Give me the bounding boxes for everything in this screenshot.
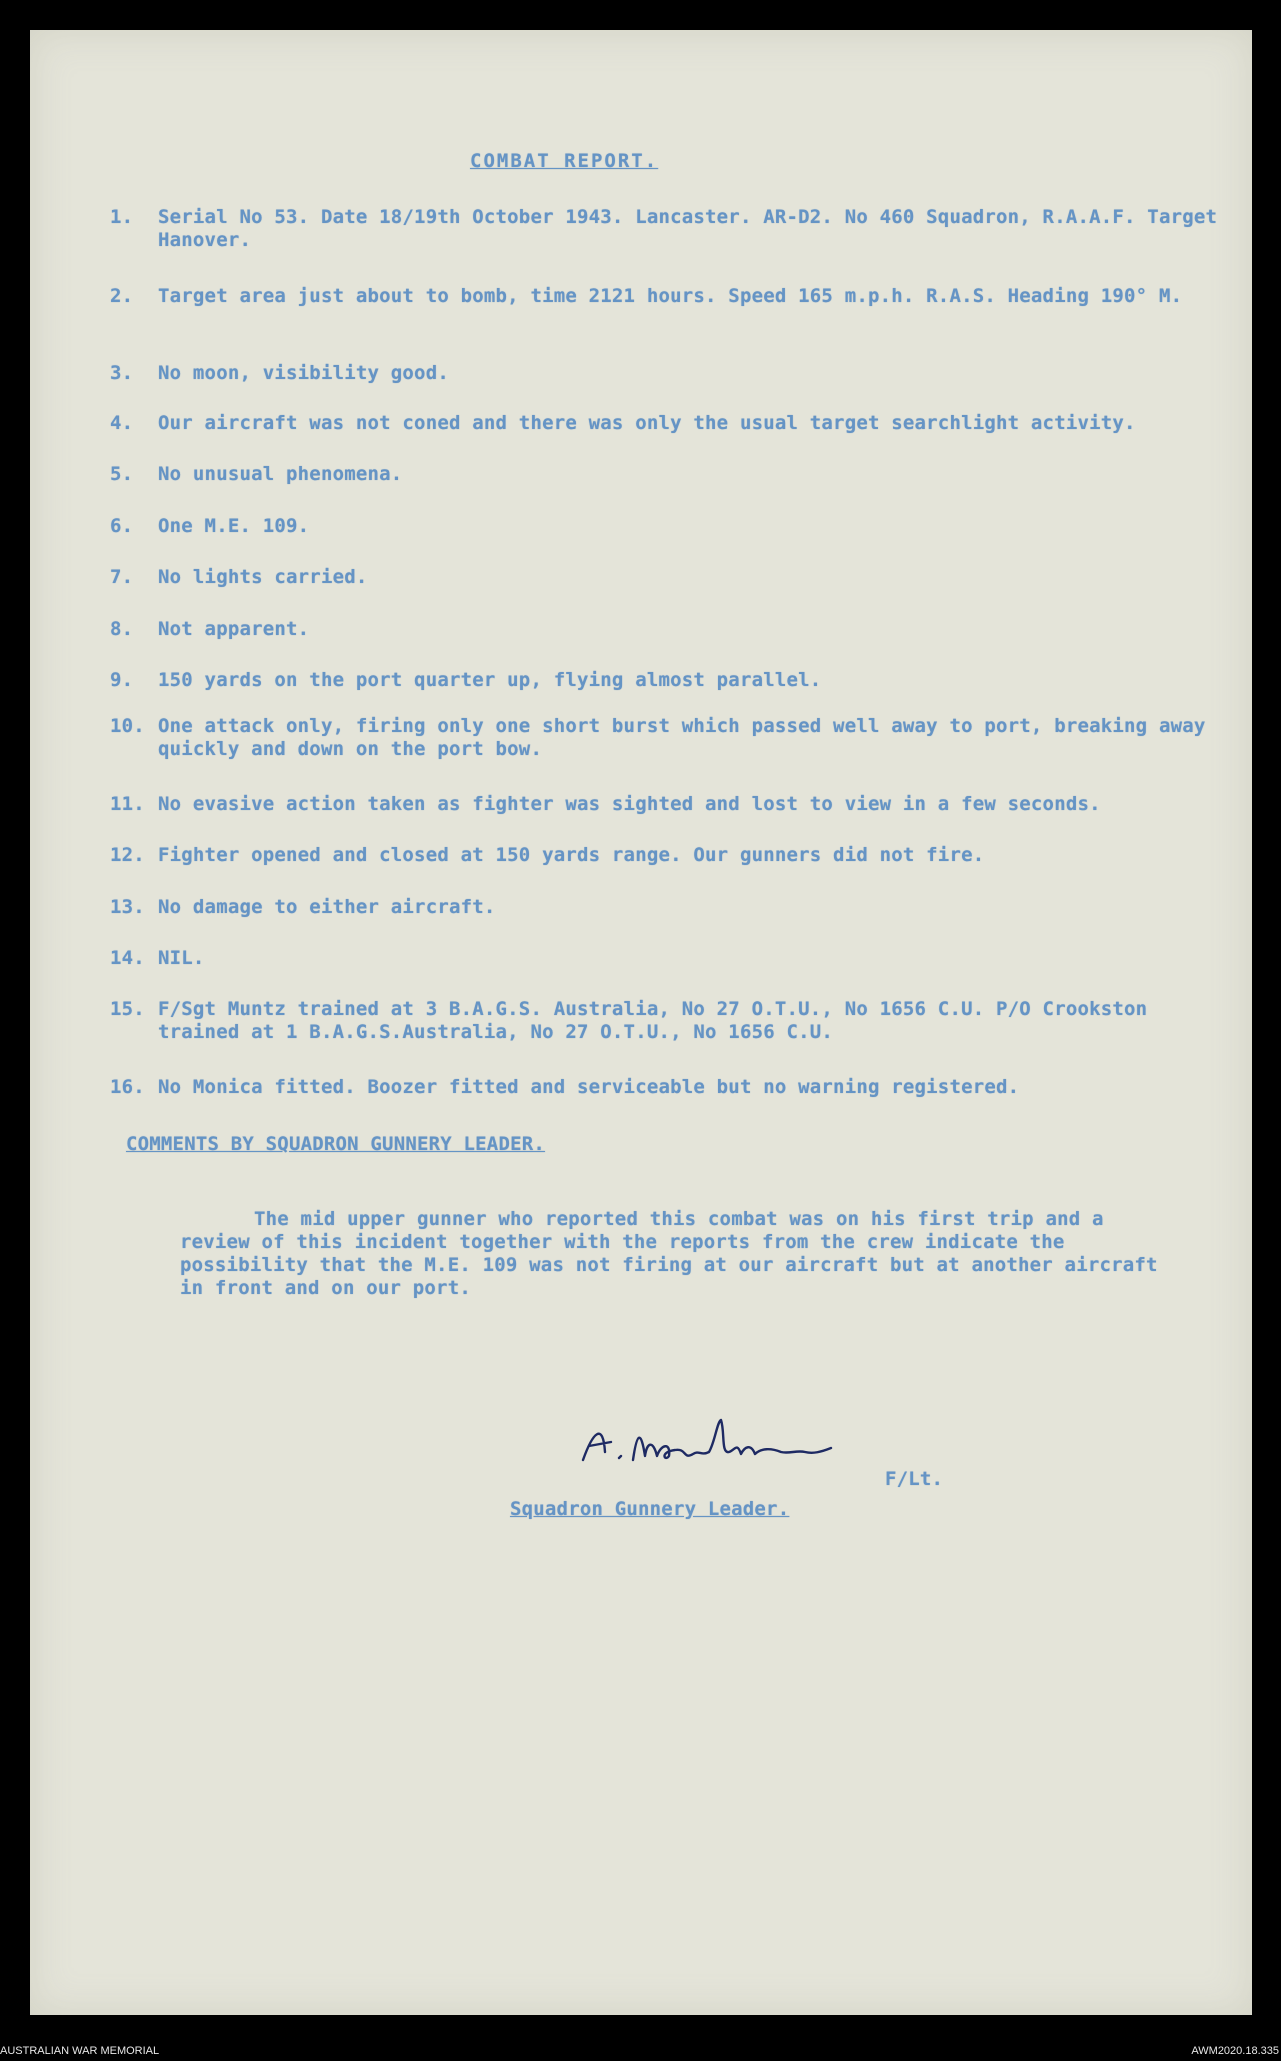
- report-item: [110, 793, 1230, 816]
- report-item: [110, 463, 1230, 486]
- report-item: [110, 206, 1230, 252]
- comments-paragraph: The mid upper gunner who reported this combat was on his first trip and a review of this incident together with the reports from the crew indicate the possibility that the M.E. 109 was not firing at our aircraft but at another aircraft in front and on our port.: [180, 1208, 1158, 1299]
- comments-heading: COMMENTS BY SQUADRON GUNNERY LEADER.: [126, 1133, 546, 1155]
- item-text: No moon, visibility good.: [158, 362, 449, 384]
- item-text: Serial No 53. Date 18/19th October 1943. Lancaster. AR-D2. No 460 Squadron, R.A.A.F. Target Hanover.: [158, 206, 1218, 251]
- report-item: [110, 947, 1230, 970]
- report-item: [110, 715, 1230, 761]
- item-number: 16.: [110, 1076, 145, 1098]
- report-title: COMBAT REPORT.: [470, 150, 659, 172]
- item-number: 7.: [110, 566, 134, 588]
- handwritten-signature: [575, 1412, 845, 1482]
- item-number: 8.: [110, 618, 134, 640]
- item-number: 11.: [110, 793, 145, 815]
- item-number: 14.: [110, 947, 145, 969]
- footer-institution: AUSTRALIAN WAR MEMORIAL: [0, 2045, 160, 2057]
- item-text: One M.E. 109.: [158, 515, 310, 537]
- item-number: 3.: [110, 362, 134, 384]
- report-item: [110, 285, 1230, 308]
- item-text: 150 yards on the port quarter up, flying almost parallel.: [158, 669, 822, 691]
- item-text: Fighter opened and closed at 150 yards range. Our gunners did not fire.: [158, 844, 985, 866]
- item-number: 12.: [110, 844, 145, 866]
- report-item: [110, 998, 1230, 1044]
- report-item: [110, 1076, 1230, 1099]
- item-number: 9.: [110, 669, 134, 691]
- item-number: 6.: [110, 515, 134, 537]
- document-page: [30, 30, 1252, 2015]
- report-item: [110, 515, 1230, 538]
- report-item: [110, 896, 1230, 919]
- item-number: 1.: [110, 206, 134, 228]
- item-text: No damage to either aircraft.: [158, 896, 496, 918]
- item-number: 5.: [110, 463, 134, 485]
- report-item: [110, 362, 1230, 385]
- report-item: [110, 844, 1230, 867]
- report-item: [110, 412, 1230, 435]
- item-text: NIL.: [158, 947, 205, 969]
- item-text: No lights carried.: [158, 566, 368, 588]
- report-item: [110, 618, 1230, 641]
- item-number: 10.: [110, 715, 145, 737]
- report-item: [110, 669, 1230, 692]
- item-text: Our aircraft was not coned and there was only the usual target searchlight activity.: [158, 412, 1136, 434]
- item-number: 2.: [110, 285, 134, 307]
- item-text: Not apparent.: [158, 618, 310, 640]
- report-item: [110, 566, 1230, 589]
- signatory-rank: F/Lt.: [885, 1468, 944, 1490]
- item-number: 4.: [110, 412, 134, 434]
- item-text: F/Sgt Muntz trained at 3 B.A.G.S. Australia, No 27 O.T.U., No 1656 C.U. P/O Crookston trained at 1 B.A.G.S.Australia, No 27 O.T.U., No 1656 C.U.: [158, 998, 1148, 1043]
- item-text: Target area just about to bomb, time 2121 hours. Speed 165 m.p.h. R.A.S. Heading 190° M.: [158, 285, 1183, 307]
- item-number: 15.: [110, 998, 145, 1020]
- signature-title: Squadron Gunnery Leader.: [510, 1498, 790, 1520]
- item-text: One attack only, firing only one short burst which passed well away to port, breaking away quickly and down on the port bow.: [158, 715, 1206, 760]
- item-text: No evasive action taken as fighter was sighted and lost to view in a few seconds.: [158, 793, 1101, 815]
- footer-accession-number: AWM2020.18.335: [1191, 2045, 1279, 2057]
- item-number: 13.: [110, 896, 145, 918]
- item-text: No Monica fitted. Boozer fitted and serviceable but no warning registered.: [158, 1076, 1020, 1098]
- item-text: No unusual phenomena.: [158, 463, 403, 485]
